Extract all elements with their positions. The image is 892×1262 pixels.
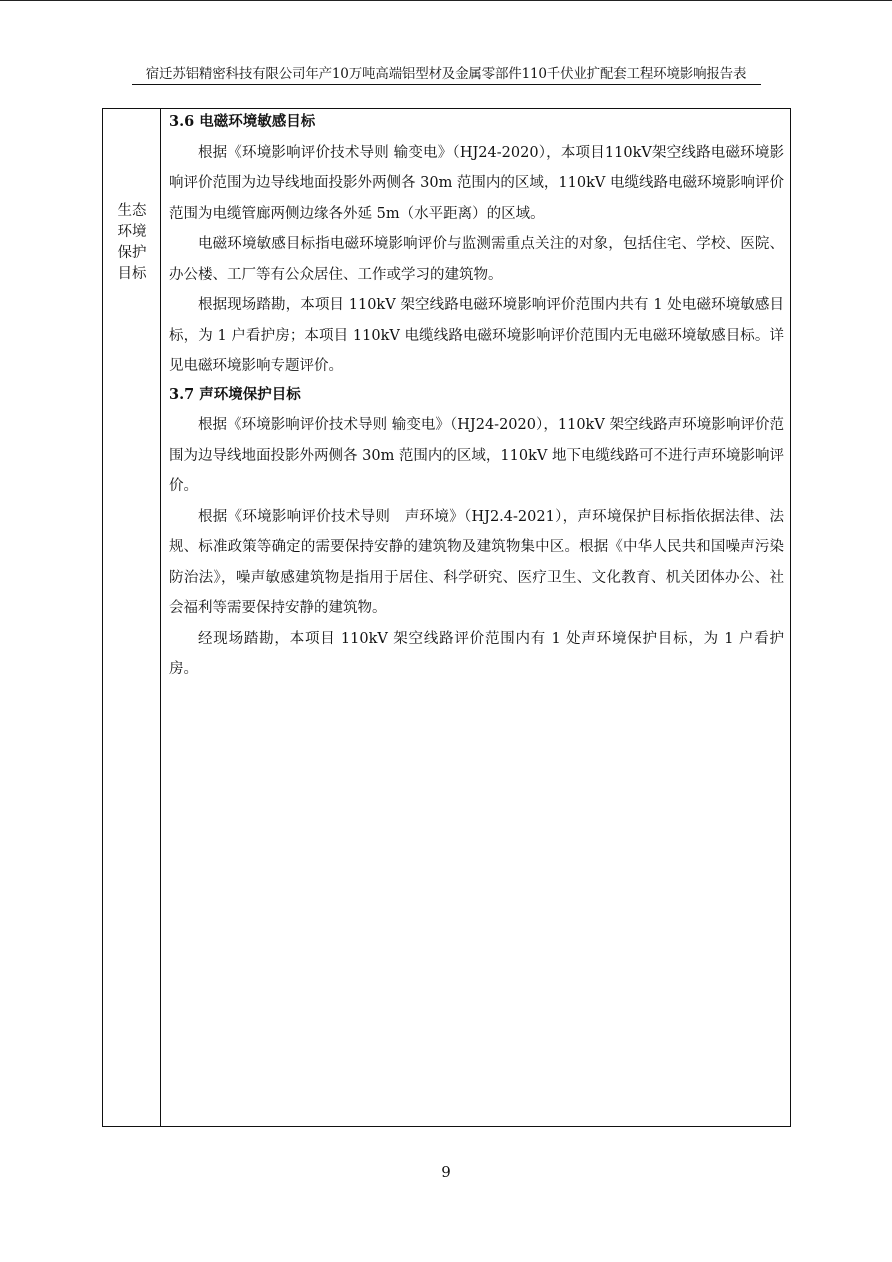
paragraph: 根据《环境影响评价技术导则 声环境》（HJ2.4-2021），声环境保护目标指依据法律、法规、标准政策等确定的需要保持安静的建筑物及建筑物集中区。根据《中华人民共和国噪声污染防治法》，噪声敏感建筑物是指用于居住、科学研究、医疗卫生、文化教育、机关团体办公、社会福利等需要保持安静的建筑物。 xyxy=(169,508,784,616)
page-number: 9 xyxy=(441,1163,451,1181)
top-border-line xyxy=(0,0,892,1)
row-label-cell xyxy=(103,109,161,1126)
row-label-text: 生态环境保护目标 xyxy=(117,203,147,282)
paragraph: 经现场踏勘，本项目 110kV 架空线路评价范围内有 1 处声环境保护目标，为 1 户看护房。 xyxy=(169,630,784,677)
header-underline xyxy=(132,84,761,85)
paragraph: 电磁环境敏感目标指电磁环境影响评价与监测需重点关注的对象，包括住宅、学校、医院、办公楼、工厂等有公众居住、工作或学习的建筑物。 xyxy=(169,236,784,283)
content-table xyxy=(102,108,791,1127)
paragraph: 根据现场踏勘，本项目 110kV 架空线路电磁环境影响评价范围内共有 1 处电磁环境敏感目标，为 1 户看护房；本项目 110kV 电缆线路电磁环境影响评价范围内无电磁环境敏感目标。详见电磁环境影响专题评价。 xyxy=(169,297,784,374)
document-header-title: 宿迁苏铝精密科技有限公司年产10万吨高端铝型材及金属零部件110千伏业扩配套工程环境影响报告表 xyxy=(145,66,747,82)
section-heading-3-6: 3.6 电磁环境敏感目标 xyxy=(169,113,316,130)
section-heading-3-7: 3.7 声环境保护目标 xyxy=(169,385,301,403)
content-cell xyxy=(169,109,784,685)
paragraph: 根据《环境影响评价技术导则 输变电》（HJ24-2020），本项目110kV架空线路电磁环境影响评价范围为边导线地面投影外两侧各 30m 范围内的区域，110kV 电缆线路电磁环境影响评价范围为电缆管廊两侧边缘各外延 5m（水平距离）的区域。 xyxy=(169,144,784,222)
paragraph: 根据《环境影响评价技术导则 输变电》（HJ24-2020），110kV 架空线路声环境影响评价范围为边导线地面投影外两侧各 30m 范围内的区域，110kV 地下电缆线路可不进行声环境影响评价。 xyxy=(169,417,784,494)
